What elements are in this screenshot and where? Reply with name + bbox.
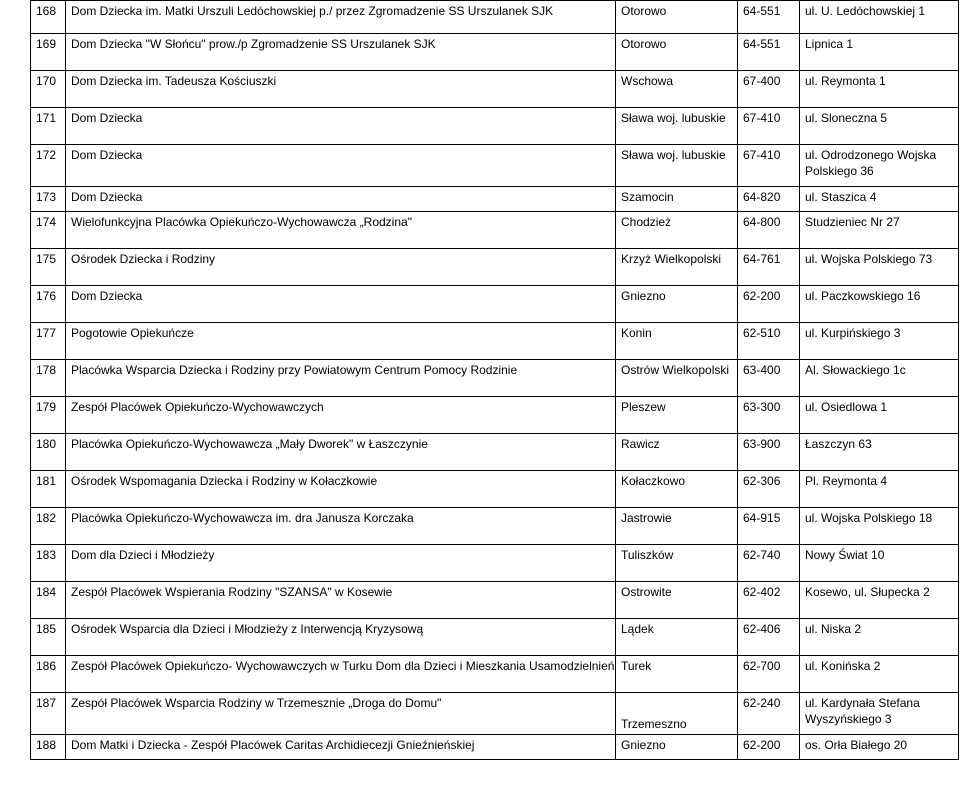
postal-code: 64-551 xyxy=(738,34,800,71)
institution-name: Dom Dziecka im. Matki Urszuli Ledóchowskiej p./ przez Zgromadzenie SS Urszulanek SJK xyxy=(66,1,616,34)
table-row xyxy=(31,1,959,34)
city: Gniezno xyxy=(616,286,738,323)
row-number: 182 xyxy=(31,508,66,545)
row-number: 173 xyxy=(31,187,66,212)
institution-name: Dom Dziecka xyxy=(66,108,616,145)
city: Sława woj. lubuskie xyxy=(616,108,738,145)
table-row xyxy=(31,145,959,187)
city: Tuliszków xyxy=(616,545,738,582)
city: Wschowa xyxy=(616,71,738,108)
institution-name: Zespół Placówek Opiekuńczo-Wychowawczych xyxy=(66,397,616,434)
table-row xyxy=(31,656,959,693)
address: Łaszczyn 63 xyxy=(800,434,959,471)
address: Nowy Świat 10 xyxy=(800,545,959,582)
table-row xyxy=(31,693,959,735)
city: Trzemeszno xyxy=(616,693,738,735)
row-number: 169 xyxy=(31,34,66,71)
city: Konin xyxy=(616,323,738,360)
institution-name: Zespół Placówek Wspierania Rodziny "SZANSA" w Kosewie xyxy=(66,582,616,619)
row-number: 170 xyxy=(31,71,66,108)
institution-name: Zespół Placówek Wsparcia Rodziny w Trzemesznie „Droga do Domu" xyxy=(66,693,616,735)
row-number: 181 xyxy=(31,471,66,508)
city: Ostrów Wielkopolski xyxy=(616,360,738,397)
table-row xyxy=(31,187,959,212)
postal-code: 62-510 xyxy=(738,323,800,360)
institution-name: Wielofunkcyjna Placówka Opiekuńczo-Wychowawcza „Rodzina" xyxy=(66,212,616,249)
address: Studzieniec Nr 27 xyxy=(800,212,959,249)
address: ul. Sloneczna 5 xyxy=(800,108,959,145)
row-number: 172 xyxy=(31,145,66,187)
city: Ostrowite xyxy=(616,582,738,619)
row-number: 184 xyxy=(31,582,66,619)
city: Otorowo xyxy=(616,34,738,71)
institution-name: Dom Dziecka "W Słońcu" prow./p Zgromadzenie SS Urszulanek SJK xyxy=(66,34,616,71)
table-row xyxy=(31,619,959,656)
address: ul. Konińska 2 xyxy=(800,656,959,693)
row-number: 179 xyxy=(31,397,66,434)
address: ul. Odrodzonego Wojska Polskiego 36 xyxy=(800,145,959,187)
city: Szamocin xyxy=(616,187,738,212)
city: Sława woj. lubuskie xyxy=(616,145,738,187)
row-number: 168 xyxy=(31,1,66,34)
institution-name: Dom Matki i Dziecka - Zespół Placówek Caritas Archidiecezji Gnieźnieńskiej xyxy=(66,735,616,760)
row-number: 177 xyxy=(31,323,66,360)
address: ul. Niska 2 xyxy=(800,619,959,656)
row-number: 175 xyxy=(31,249,66,286)
table-row xyxy=(31,360,959,397)
row-number: 180 xyxy=(31,434,66,471)
table-row xyxy=(31,212,959,249)
table-row xyxy=(31,735,959,760)
institution-name: Placówka Opiekuńczo-Wychowawcza „Mały Dworek" w Łaszczynie xyxy=(66,434,616,471)
institution-name: Ośrodek Dziecka i Rodziny xyxy=(66,249,616,286)
address: ul. Staszica 4 xyxy=(800,187,959,212)
institution-name: Dom Dziecka xyxy=(66,145,616,187)
address: ul. Reymonta 1 xyxy=(800,71,959,108)
city: Turek xyxy=(616,656,738,693)
address: os. Orła Białego 20 xyxy=(800,735,959,760)
address: ul. Wojska Polskiego 73 xyxy=(800,249,959,286)
city: Otorowo xyxy=(616,1,738,34)
table-row xyxy=(31,34,959,71)
postal-code: 64-820 xyxy=(738,187,800,212)
city: Gniezno xyxy=(616,735,738,760)
postal-code: 62-402 xyxy=(738,582,800,619)
postal-code: 63-300 xyxy=(738,397,800,434)
postal-code: 62-740 xyxy=(738,545,800,582)
postal-code: 64-551 xyxy=(738,1,800,34)
institution-name: Zespół Placówek Opiekuńczo- Wychowawczych w Turku Dom dla Dzieci i Mieszkania Usamodzielnień xyxy=(66,656,616,693)
table-row xyxy=(31,582,959,619)
institution-name: Dom Dziecka im. Tadeusza Kościuszki xyxy=(66,71,616,108)
postal-code: 62-240 xyxy=(738,693,800,735)
postal-code: 62-306 xyxy=(738,471,800,508)
table-row xyxy=(31,545,959,582)
address: ul. Osiedlowa 1 xyxy=(800,397,959,434)
address: Lipnica 1 xyxy=(800,34,959,71)
postal-code: 64-761 xyxy=(738,249,800,286)
institution-name: Placówka Opiekuńczo-Wychowawcza im. dra Janusza Korczaka xyxy=(66,508,616,545)
institution-name: Ośrodek Wsparcia dla Dzieci i Młodzieży z Interwencją Kryzysową xyxy=(66,619,616,656)
institution-name: Ośrodek Wspomagania Dziecka i Rodziny w Kołaczkowie xyxy=(66,471,616,508)
address: ul. Paczkowskiego 16 xyxy=(800,286,959,323)
city: Rawicz xyxy=(616,434,738,471)
table-row xyxy=(31,286,959,323)
postal-code: 63-900 xyxy=(738,434,800,471)
city: Jastrowie xyxy=(616,508,738,545)
row-number: 186 xyxy=(31,656,66,693)
table-row xyxy=(31,71,959,108)
address: ul. U. Ledóchowskiej 1 xyxy=(800,1,959,34)
table-row xyxy=(31,249,959,286)
postal-code: 67-410 xyxy=(738,108,800,145)
institution-name: Pogotowie Opiekuńcze xyxy=(66,323,616,360)
address: Pl. Reymonta 4 xyxy=(800,471,959,508)
postal-code: 62-200 xyxy=(738,286,800,323)
city: Lądek xyxy=(616,619,738,656)
institution-name: Dom Dziecka xyxy=(66,286,616,323)
institution-name: Dom Dziecka xyxy=(66,187,616,212)
address: ul. Kardynała Stefana Wyszyńskiego 3 xyxy=(800,693,959,735)
address: Kosewo, ul. Słupecka 2 xyxy=(800,582,959,619)
postal-code: 63-400 xyxy=(738,360,800,397)
table-row xyxy=(31,471,959,508)
row-number: 176 xyxy=(31,286,66,323)
postal-code: 62-406 xyxy=(738,619,800,656)
institutions-table xyxy=(30,0,959,760)
postal-code: 64-915 xyxy=(738,508,800,545)
address: ul. Kurpińskiego 3 xyxy=(800,323,959,360)
table-row xyxy=(31,108,959,145)
postal-code: 64-800 xyxy=(738,212,800,249)
row-number: 174 xyxy=(31,212,66,249)
postal-code: 62-700 xyxy=(738,656,800,693)
table-row xyxy=(31,397,959,434)
city: Krzyż Wielkopolski xyxy=(616,249,738,286)
table-row xyxy=(31,434,959,471)
institution-name: Placówka Wsparcia Dziecka i Rodziny przy Powiatowym Centrum Pomocy Rodzinie xyxy=(66,360,616,397)
postal-code: 62-200 xyxy=(738,735,800,760)
city: Kołaczkowo xyxy=(616,471,738,508)
address: Al. Słowackiego 1c xyxy=(800,360,959,397)
address: ul. Wojska Polskiego 18 xyxy=(800,508,959,545)
table-row xyxy=(31,508,959,545)
row-number: 178 xyxy=(31,360,66,397)
postal-code: 67-410 xyxy=(738,145,800,187)
city: Pleszew xyxy=(616,397,738,434)
row-number: 185 xyxy=(31,619,66,656)
row-number: 183 xyxy=(31,545,66,582)
row-number: 188 xyxy=(31,735,66,760)
row-number: 187 xyxy=(31,693,66,735)
postal-code: 67-400 xyxy=(738,71,800,108)
table-row xyxy=(31,323,959,360)
institution-name: Dom dla Dzieci i Młodzieży xyxy=(66,545,616,582)
city: Chodzież xyxy=(616,212,738,249)
row-number: 171 xyxy=(31,108,66,145)
